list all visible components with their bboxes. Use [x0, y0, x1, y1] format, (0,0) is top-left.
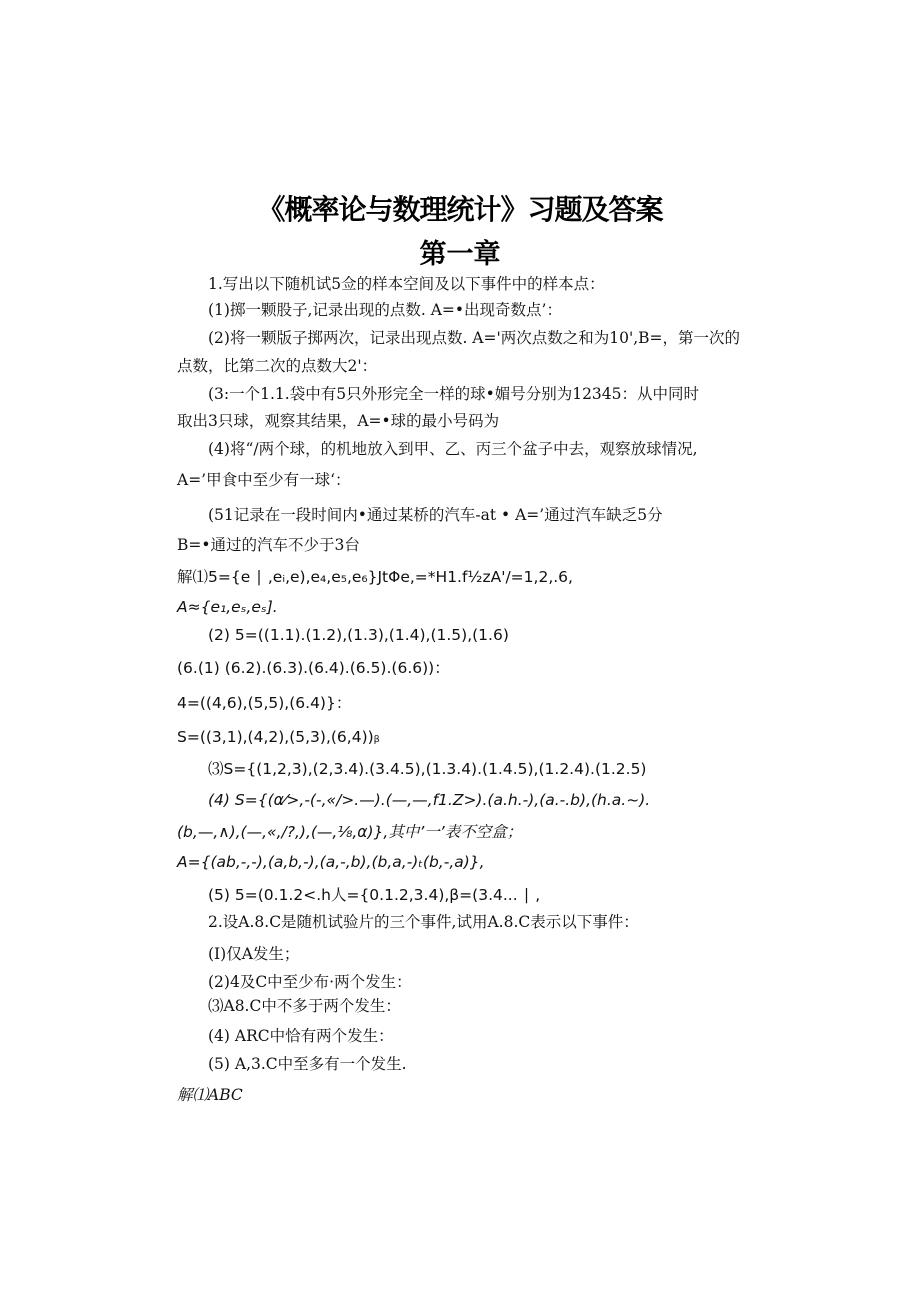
text-line-9: (51记录在一段时间内•通过某桥的汽车-at • A=’通过汽车缺乏5分	[208, 506, 663, 524]
solution-line-11: (5) 5=(0.1.2<.h人={0.1.2,3.4),β=(3.4... ∣ ,	[208, 886, 541, 904]
text-line-4: 点数，比第二次的点数大2'：	[177, 357, 378, 375]
solution-line-3: (2) 5=((1.1).(1.2),(1.3),(1.4),(1.5),(1.6)	[208, 626, 509, 644]
solution-line-1: 解⑴5={e ∣ ,eᵢ,e),e₄,e₅,e₆}JtΦe,=*H1.f½zA'/=1,2,.6,	[177, 568, 573, 586]
solution-line-8: (4) S={(α⁄>,-(-,«/>.—).(—,—,f1.Z>).(a.h.-),(a.-.b),(h.a.~).	[208, 791, 651, 809]
text-line-2: (1)掷一颗股子,记录出现的点数. A=•出现奇数点’：	[208, 301, 562, 319]
solution-line-7: ⑶S={(1,2,3),(2,3.4).(3.4.5),(1.3.4).(1.4.5),(1.2.4).(1.2.5)	[208, 760, 647, 778]
solution-line-6: S=((3,1),(4,2),(5,3),(6,4))ᵦ	[177, 728, 380, 746]
text-line-5: (3:一个1.1.袋中有5只外形完全一样的球•媚号分别为12345：从中同时	[208, 385, 700, 403]
answer-2-line-1: 解⑴ABC	[177, 1086, 243, 1104]
question-2-item-4: (4) ARC中恰有两个发生：	[208, 1027, 394, 1045]
text-line-3: (2)将一颗版子掷两次，记录出现点数. A='两次点数之和为10',B=，第一次的	[208, 329, 741, 347]
solution-line-2: A≈{e₁,eₛ,eₛ].	[177, 598, 278, 616]
text-line-8: A=’甲食中至少有一球‘：	[177, 471, 351, 489]
question-2-item-2: (2)4及C中至少布·两个发生：	[208, 973, 412, 991]
text-line-1: 1.写出以下随机试5佥的样本空间及以下事件中的样本点：	[208, 275, 605, 293]
solution-line-5: 4=((4,6),(5,5),(6.4)}：	[177, 694, 352, 712]
solution-line-9: (b,—,∧),(—,«,/?,),(—,⅛,α)},其中’一’表不空盒；	[177, 823, 523, 841]
text-line-6: 取出3只球，观察其结果，A=•球的最小号码为	[177, 412, 500, 430]
chapter-heading: 第一章	[419, 239, 501, 270]
text-line-10: B=•通过的汽车不少于3台	[177, 536, 360, 554]
document-title: 《概率论与数理统计》习题及答案	[257, 193, 663, 226]
question-2-item-1: (I)仅A发生；	[208, 945, 300, 963]
text-line-7: (4)将“/两个球，的机地放入到甲、乙、丙三个盆子中去，观察放球情况,	[208, 440, 698, 458]
question-2-item-3: ⑶A8.C中不多于两个发生：	[208, 997, 401, 1015]
solution-line-10: A={(ab,-,-),(a,b,-),(a,-,b),(b,a,-)ₜ(b,-,a)},	[177, 853, 485, 871]
question-2-item-5: (5) A,3.C中至多有一个发生.	[208, 1055, 407, 1073]
solution-line-4: (6.(1) (6.2).(6.3).(6.4).(6.5).(6.6))：	[177, 659, 450, 677]
question-2-line: 2.设A.8.C是随机试验片的三个事件,试用A.8.C表示以下事件：	[208, 913, 639, 931]
